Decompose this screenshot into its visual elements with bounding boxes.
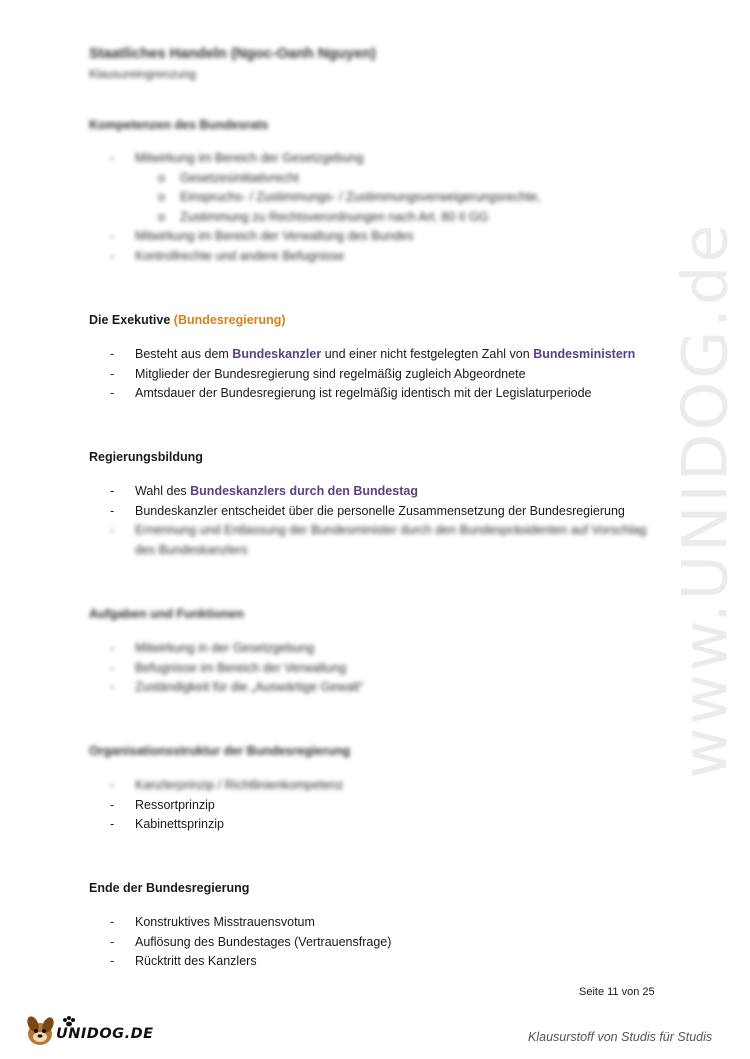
list-item: - Mitwirkung im Bereich der Verwaltung des Bundes xyxy=(110,229,414,244)
list-item: - Ressortprinzip xyxy=(110,797,215,812)
footer-tagline: Klausurstoff von Studis für Studis xyxy=(528,1030,713,1044)
watermark: www.UNIDOG.de xyxy=(668,221,742,779)
list-item: - Ernennung und Entlassung der Bundesminister durch den Bundespräsidenten auf Vorschlag des Bundeskanzlers xyxy=(110,523,647,557)
page-number: Seite 11 von 25 xyxy=(579,986,655,998)
document-title: Staatliches Handeln (Ngoc-Oanh Nguyen) xyxy=(89,46,376,62)
list-item: - Rücktritt des Kanzlers xyxy=(110,954,257,969)
list-aufgaben xyxy=(110,639,364,698)
list-item: o Einspruchs- / Zustimmungs- / Zustimmungsverweigerungsrechte, xyxy=(158,190,541,205)
list-item: - Wahl des Bundeskanzlers durch den Bundestag xyxy=(110,484,418,498)
list-item: - Kabinettsprinzip xyxy=(110,817,224,832)
list-item: - Mitglieder der Bundesregierung sind regelmäßig zugleich Abgeordnete xyxy=(110,366,526,381)
heading-highlight: (Bundesregierung) xyxy=(173,313,286,327)
document-subtitle: Klausureingrenzung xyxy=(89,67,196,81)
list-item: - Mitwirkung in der Gesetzgebung xyxy=(110,641,315,655)
section-heading-kompetenzen: Kompetenzen des Bundesrats xyxy=(89,118,269,132)
list-item: o Zustimmung zu Rechtsverordnungen nach Art. 80 II GG xyxy=(158,209,489,224)
list-item: - Mitwirkung im Bereich der Gesetzgebung xyxy=(110,151,364,165)
list-kompetenzen xyxy=(110,149,541,267)
section-heading-organisation: Organisationsstruktur der Bundesregierung xyxy=(89,744,351,758)
list-item: - Auflösung des Bundestages (Vertrauensfrage) xyxy=(110,934,392,949)
section-heading-aufgaben: Aufgaben und Funktionen xyxy=(89,607,244,621)
list-item: - Befugnisse im Bereich der Verwaltung xyxy=(110,660,347,675)
list-item: - Amtsdauer der Bundesregierung ist regelmäßig identisch mit der Legislaturperiode xyxy=(110,386,592,401)
list-exekutive xyxy=(110,345,635,404)
list-item: - Kanzlerprinzip / Richtlinienkompetenz xyxy=(110,778,344,792)
list-item: - Zuständigkeit für die „Auswärtige Gewalt“ xyxy=(110,680,364,695)
list-ende xyxy=(110,913,391,972)
list-item: o Gesetzesinitiativrecht xyxy=(158,170,299,185)
list-organisation xyxy=(110,776,343,835)
unidog-logo: UNIDOG.DE xyxy=(56,1026,154,1042)
section-heading-exekutive: Die Exekutive (Bundesregierung) xyxy=(89,313,286,327)
section-heading-ende: Ende der Bundesregierung xyxy=(89,881,250,895)
list-item: - Bundeskanzler entscheidet über die personelle Zusammensetzung der Bundesregierung xyxy=(110,503,625,518)
section-heading-regierungsbildung: Regierungsbildung xyxy=(89,450,203,464)
list-item: - Besteht aus dem Bundeskanzler und einer nicht festgelegten Zahl von Bundesministern xyxy=(110,347,636,361)
list-regierungsbildung xyxy=(110,482,660,560)
list-item: - Kontrollrechte und andere Befugnisse xyxy=(110,248,345,263)
list-item: - Konstruktives Misstrauensvotum xyxy=(110,915,315,929)
